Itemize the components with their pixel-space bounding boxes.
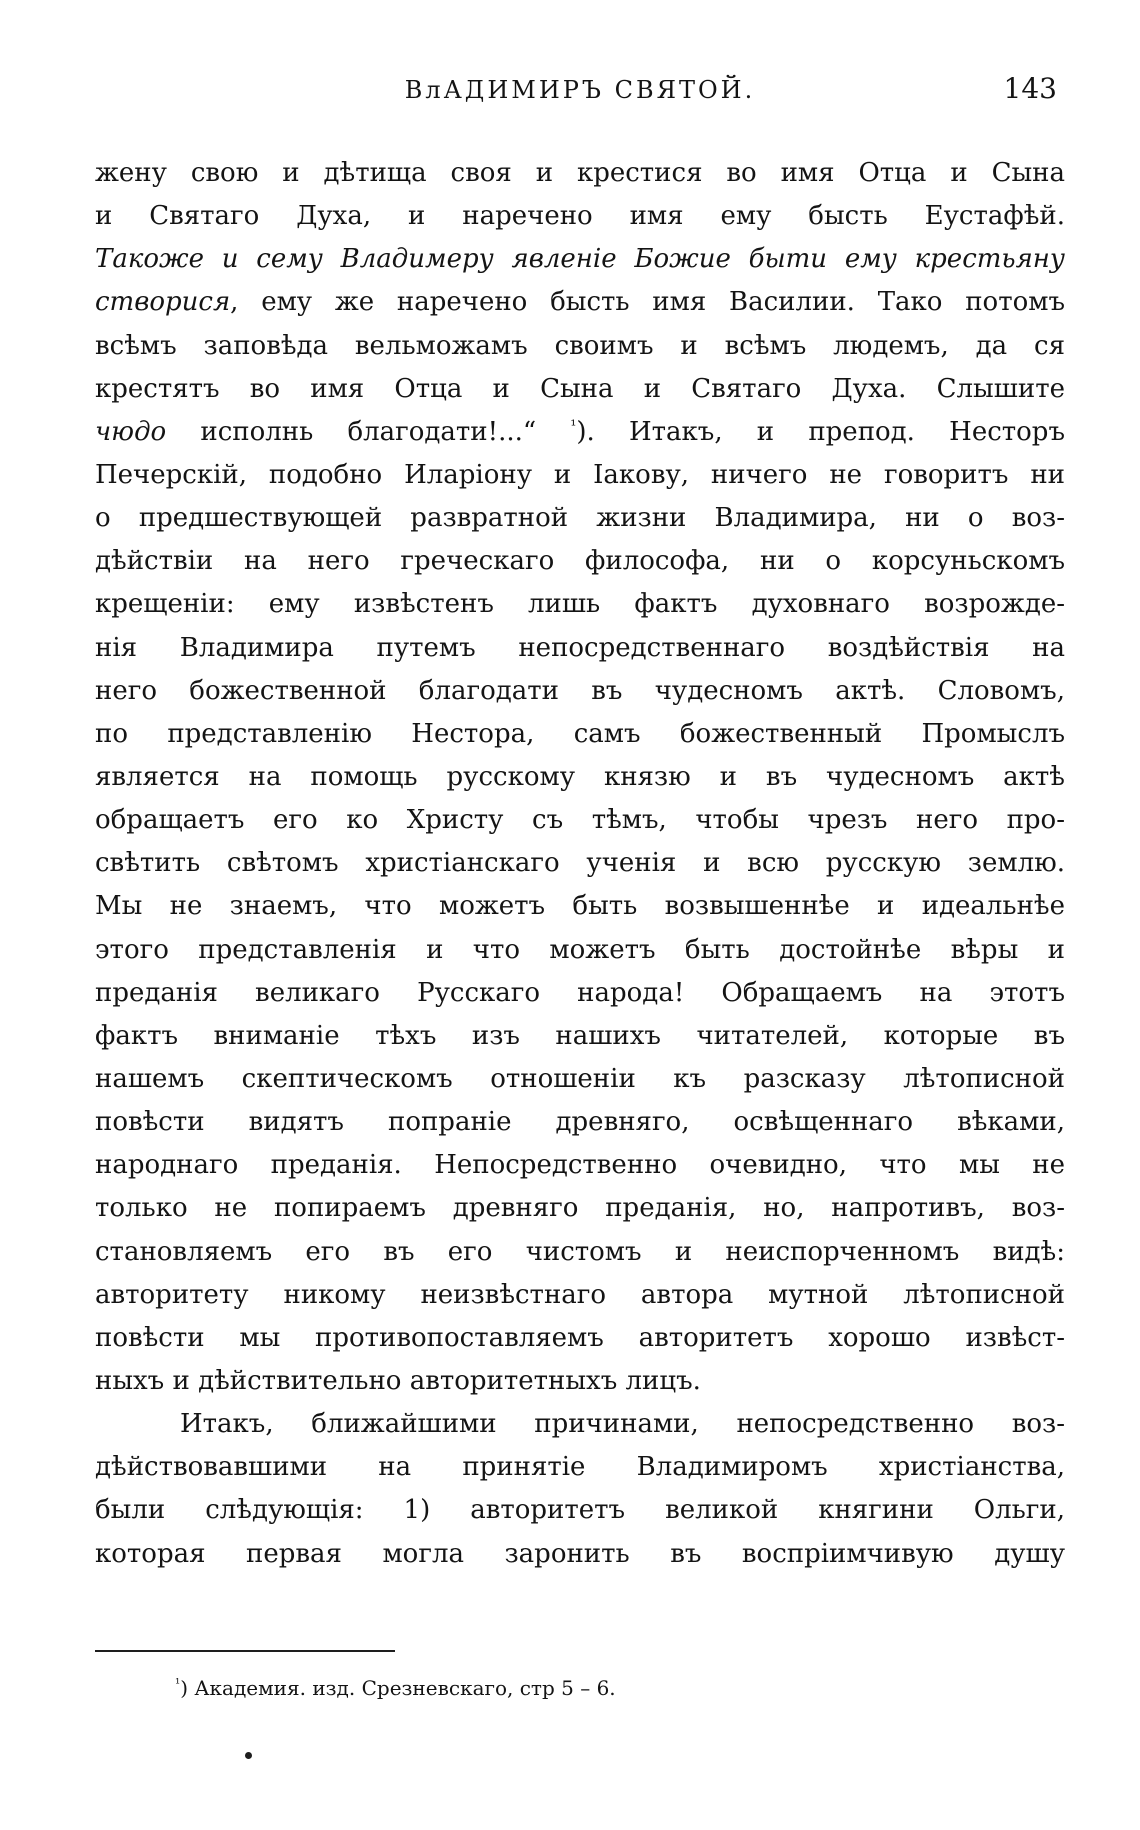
body-text bbox=[95, 152, 1065, 1576]
text-segment: дѣйствіи на него греческаго философа, ни о корсуньскомъ bbox=[95, 546, 1065, 577]
text-segment: только не попираемъ древняго преданія, но, напротивъ, воз- bbox=[95, 1193, 1065, 1224]
text-line bbox=[95, 1489, 1065, 1532]
text-segment: этого представленія и что можетъ быть достойнѣе вѣры и bbox=[95, 934, 1065, 965]
ink-speck bbox=[245, 1752, 252, 1759]
running-head bbox=[95, 72, 1065, 116]
running-title: ВлАДИМИРЪ СВЯТОЙ. bbox=[404, 76, 756, 104]
text-line bbox=[95, 885, 1065, 928]
text-segment: нія Владимира путемъ непосредственнаго воздѣйствія на bbox=[95, 632, 1065, 663]
text-segment: Мы не знаемъ, что можетъ быть возвышеннѣе и идеальнѣе bbox=[95, 891, 1065, 922]
text-segment: и Святаго Духа, и наречено имя ему бысть Еустафѣй. bbox=[95, 201, 1065, 232]
text-line bbox=[95, 670, 1065, 713]
text-segment: является на помощь русскому князю и въ чудесномъ актѣ bbox=[95, 761, 1065, 792]
text-line bbox=[95, 1058, 1065, 1101]
text-segment: жену свою и дѣтища своя и крестися во имя Отца и Сына bbox=[95, 158, 1065, 188]
text-line bbox=[95, 1446, 1065, 1489]
text-line bbox=[95, 195, 1065, 238]
page-number: 143 bbox=[1003, 72, 1057, 105]
text-line bbox=[95, 627, 1065, 670]
text-segment: свѣтить свѣтомъ христіанскаго ученія и всю русскую землю. bbox=[95, 848, 1065, 879]
text-segment: створися bbox=[95, 287, 231, 318]
text-line bbox=[95, 972, 1065, 1015]
text-segment: повѣсти мы противопоставляемъ авторитетъ хорошо извѣст- bbox=[95, 1322, 1065, 1353]
text-segment: повѣсти видятъ попраніе древняго, освѣщеннаго вѣками, bbox=[95, 1107, 1065, 1138]
text-line bbox=[95, 1187, 1065, 1230]
text-line bbox=[95, 152, 1065, 195]
text-line bbox=[95, 799, 1065, 842]
text-line bbox=[95, 281, 1065, 324]
text-segment: чюдо bbox=[95, 416, 167, 447]
text-segment: Такоже и сему Владимеру явленіе Божие быти ему крестьяну bbox=[95, 244, 1065, 275]
text-segment: народнаго преданія. Непосредственно очевидно, что мы не bbox=[95, 1150, 1065, 1181]
text-segment: обращаетъ его ко Христу съ тѣмъ, чтобы чрезъ него про- bbox=[95, 805, 1065, 836]
text-line bbox=[95, 1144, 1065, 1187]
text-line bbox=[95, 1231, 1065, 1274]
text-line bbox=[95, 411, 1065, 454]
text-segment: крещеніи: ему извѣстенъ лишь фактъ духовнаго возрожде- bbox=[95, 589, 1065, 620]
footnote-marker: ¹ bbox=[175, 1676, 181, 1692]
text-segment: дѣйствовавшими на принятіе Владимиромъ христіанства, bbox=[95, 1452, 1065, 1483]
text-line bbox=[95, 756, 1065, 799]
text-segment: Итакъ, ближайшими причинами, непосредственно воз- bbox=[180, 1409, 1065, 1440]
text-line bbox=[95, 713, 1065, 756]
text-segment: фактъ вниманіе тѣхъ изъ нашихъ читателей, которые въ bbox=[95, 1020, 1065, 1051]
text-line bbox=[95, 842, 1065, 885]
text-line bbox=[95, 454, 1065, 497]
footnote-rule bbox=[95, 1650, 395, 1652]
text-line bbox=[95, 583, 1065, 626]
text-line bbox=[95, 238, 1065, 281]
text-line bbox=[95, 1101, 1065, 1144]
text-line bbox=[95, 1317, 1065, 1360]
text-segment: исполнь благодати!...“ bbox=[166, 416, 571, 447]
text-segment: нашемъ скептическомъ отношеніи къ разсказу лѣтописной bbox=[95, 1063, 1065, 1094]
text-segment: были слѣдующія: 1) авторитетъ великой княгини Ольги, bbox=[95, 1495, 1065, 1526]
text-line bbox=[95, 1274, 1065, 1317]
text-segment: преданія великаго Русскаго народа! Обращаемъ на этотъ bbox=[95, 977, 1065, 1008]
text-segment: , ему же наречено бысть имя Василии. Тако потомъ bbox=[230, 287, 1065, 318]
text-segment: ). Итакъ, и препод. Несторъ bbox=[576, 416, 1065, 447]
text-segment: которая первая могла заронить въ воспріимчивую душу bbox=[95, 1538, 1065, 1569]
text-line bbox=[95, 497, 1065, 540]
text-segment: по представленію Нестора, самъ божественный Промыслъ bbox=[95, 718, 1065, 749]
text-line bbox=[95, 368, 1065, 411]
text-segment: всѣмъ заповѣда вельможамъ своимъ и всѣмъ людемъ, да ся bbox=[95, 330, 1065, 361]
text-line bbox=[95, 1533, 1065, 1576]
footnote bbox=[175, 1674, 616, 1702]
text-line bbox=[95, 929, 1065, 972]
text-segment: крестятъ во имя Отца и Сына и Святаго Духа. Слышите bbox=[95, 373, 1065, 404]
footnote-text: ) Академия. изд. Срезневскаго, стр 5 – 6. bbox=[180, 1676, 616, 1700]
text-segment: ныхъ и дѣйствительно авторитетныхъ лицъ. bbox=[95, 1365, 701, 1396]
text-line bbox=[95, 1360, 1065, 1403]
text-line bbox=[95, 1015, 1065, 1058]
text-segment: него божественной благодати въ чудесномъ актѣ. Словомъ, bbox=[95, 675, 1065, 706]
text-line bbox=[95, 325, 1065, 368]
text-line bbox=[95, 1403, 1065, 1446]
text-segment: авторитету никому неизвѣстнаго автора мутной лѣтописной bbox=[95, 1279, 1065, 1310]
text-segment: становляемъ его въ его чистомъ и неиспорченномъ видѣ: bbox=[95, 1236, 1065, 1267]
text-segment: о предшествующей развратной жизни Владимира, ни о воз- bbox=[95, 503, 1065, 534]
footnote-reference: ¹ bbox=[570, 416, 577, 435]
text-line bbox=[95, 540, 1065, 583]
text-segment: Печерскій, подобно Иларіону и Іакову, ничего не говоритъ ни bbox=[95, 459, 1065, 490]
